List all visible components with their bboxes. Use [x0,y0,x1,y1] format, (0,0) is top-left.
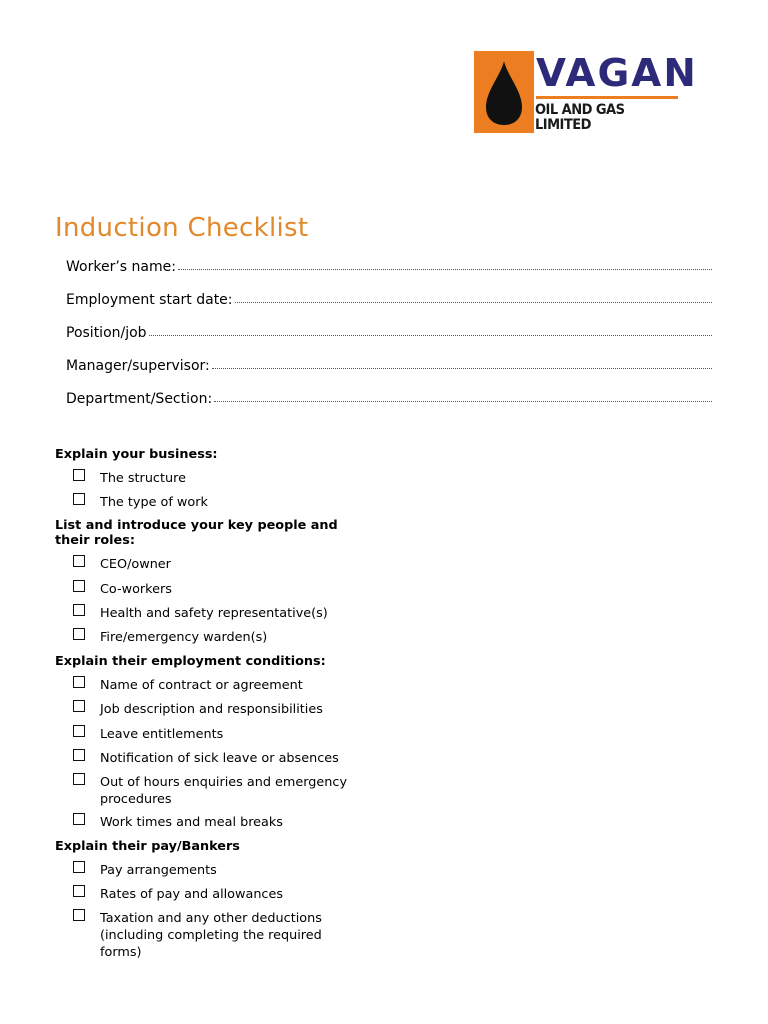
checklist-item-label: Co-workers [100,582,172,597]
checklist-item-label: The structure [100,471,186,486]
dotted-line [212,367,712,369]
position-job-field[interactable] [66,319,712,341]
checkbox[interactable] [73,628,85,640]
checklist-item-label: Out of hours enquiries and emergency procedures [100,775,348,807]
department-section-field[interactable] [66,385,712,407]
checkbox[interactable] [73,773,85,785]
checkbox[interactable] [73,700,85,712]
checklist-item-label: Work times and meal breaks [100,815,283,830]
checkbox[interactable] [73,676,85,688]
checkbox[interactable] [73,555,85,567]
checkbox[interactable] [73,493,85,505]
field-label: Worker’s name: [66,259,176,275]
manager-supervisor-field[interactable] [66,352,712,374]
dotted-line [149,334,712,336]
page-title: Induction Checklist [55,213,309,243]
checklist-item-label: Job description and responsibilities [100,702,323,717]
checklist-item-label: Taxation and any other deductions (including completing the required forms) [100,911,322,960]
logo-brand-text: VAGAN [536,51,698,95]
section-heading-business: Explain your business: [55,447,218,462]
oil-drop-icon [482,59,526,127]
field-label: Manager/supervisor: [66,358,210,374]
field-label: Position/job [66,325,147,341]
checkbox[interactable] [73,885,85,897]
checklist-item-label: Rates of pay and allowances [100,887,284,902]
section-heading-employment-conditions: Explain their employment conditions: [55,654,326,669]
field-label: Employment start date: [66,292,233,308]
checkbox[interactable] [73,604,85,616]
field-label: Department/Section: [66,391,213,407]
company-logo [474,51,698,135]
logo-orange-block [474,51,534,133]
checkbox[interactable] [73,749,85,761]
logo-subtitle: OIL AND GAS LIMITED [535,102,625,133]
checklist-item-label: Notification of sick leave or absences [100,751,339,766]
checklist-item-label: Leave entitlements [100,727,224,742]
checklist-item-label: CEO/owner [100,557,171,572]
checklist-item-label: Fire/emergency warden(s) [100,630,268,645]
checkbox[interactable] [73,909,85,921]
checklist-item-label: The type of work [100,495,208,510]
dotted-line [235,301,712,303]
checklist-item-label: Name of contract or agreement [100,678,303,693]
employment-start-date-field[interactable] [66,286,712,308]
checkbox[interactable] [73,861,85,873]
checkbox[interactable] [73,813,85,825]
checklist-item-label: Health and safety representative(s) [100,606,328,621]
logo-underline [536,96,678,99]
dotted-line [178,268,712,270]
checklist-item-label: Pay arrangements [100,863,217,878]
checkbox[interactable] [73,580,85,592]
section-heading-key-people: List and introduce your key people and their roles: [55,518,338,548]
dotted-line [214,400,712,402]
checkbox[interactable] [73,725,85,737]
workers-name-field[interactable] [66,253,712,275]
section-heading-pay-bankers: Explain their pay/Bankers [55,839,240,854]
checkbox[interactable] [73,469,85,481]
